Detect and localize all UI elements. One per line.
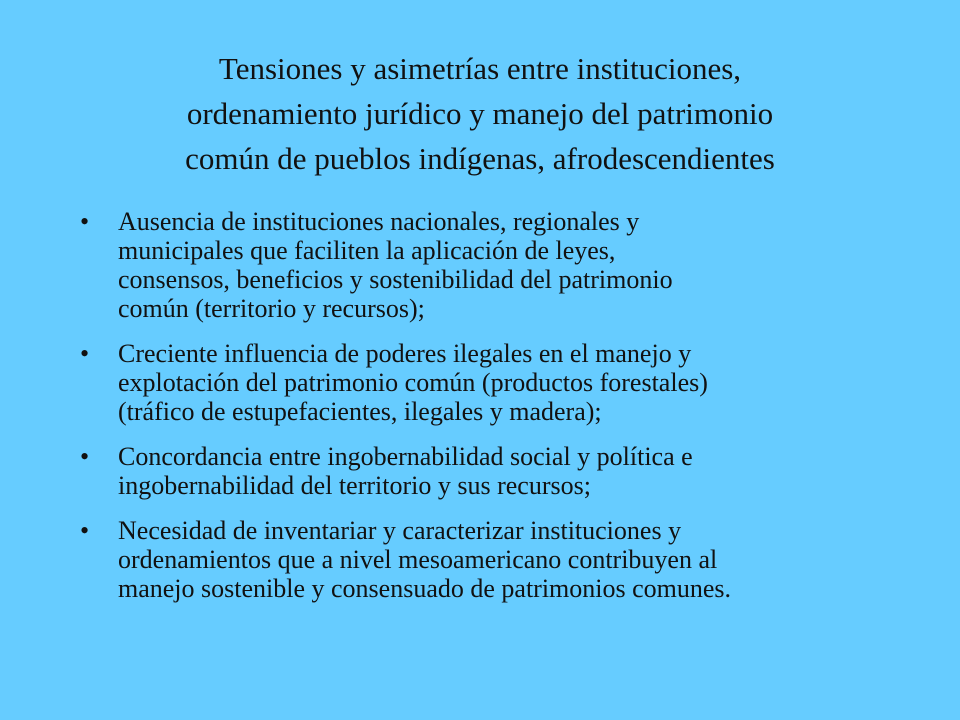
bullet-text-line: (tráfico de estupefacientes, ilegales y madera); <box>118 397 602 426</box>
bullet-text-line: consensos, beneficios y sostenibilidad del patrimonio <box>118 265 673 294</box>
bullet-text-line: municipales que faciliten la aplicación de leyes, <box>118 236 616 265</box>
bullet-text-line: Concordancia entre ingobernabilidad social y política e <box>118 442 693 471</box>
bullet-marker: • <box>80 207 90 236</box>
bullet-text-line: común (territorio y recursos); <box>118 294 425 323</box>
bullet-text-line: explotación del patrimonio común (productos forestales) <box>118 368 708 397</box>
bullet-text-line: Ausencia de instituciones nacionales, regionales y <box>118 207 640 236</box>
title-line: Tensiones y asimetrías entre instituciones, <box>218 51 742 86</box>
bullet-text-line: Creciente influencia de poderes ilegales en el manejo y <box>118 339 692 368</box>
bullet-text-line: Necesidad de inventariar y caracterizar instituciones y <box>118 516 682 545</box>
title-line: común de pueblos indígenas, afrodescendientes <box>185 141 775 176</box>
bullet-text-line: manejo sostenible y consensuado de patrimonios comunes. <box>118 574 732 603</box>
bullet-item <box>80 516 910 603</box>
bullet-item <box>80 207 910 323</box>
bullet-text-line: ingobernabilidad del territorio y sus recursos; <box>118 471 591 500</box>
bullet-list <box>80 207 910 619</box>
bullet-item <box>80 442 910 500</box>
title-line: ordenamiento jurídico y manejo del patrimonio <box>186 96 774 131</box>
bullet-marker: • <box>80 442 90 471</box>
slide-title <box>60 46 900 181</box>
bullet-text-line: ordenamientos que a nivel mesoamericano contribuyen al <box>118 545 718 574</box>
bullet-marker: • <box>80 339 90 368</box>
bullet-marker: • <box>80 516 90 545</box>
bullet-item <box>80 339 910 426</box>
